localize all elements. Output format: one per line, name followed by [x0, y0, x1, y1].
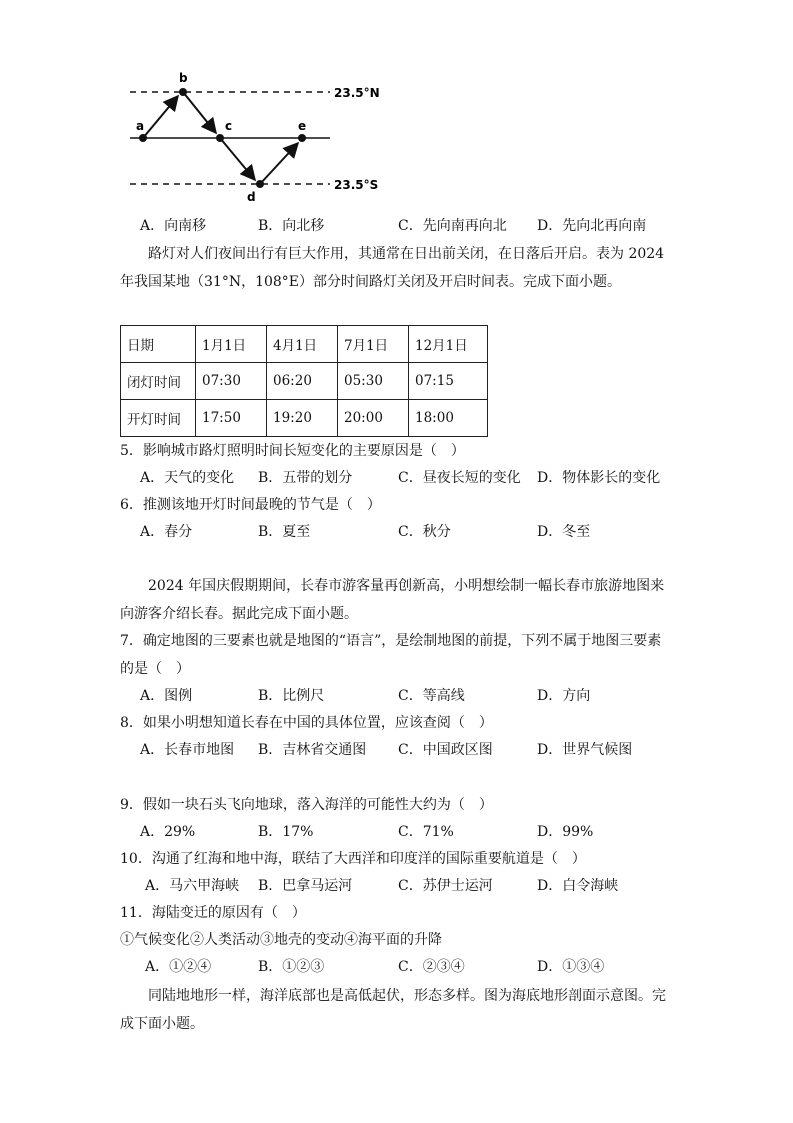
label-tropic-north: 23.5°N: [334, 86, 380, 100]
q10-option-b[interactable]: B．巴拿马运河: [258, 878, 353, 894]
point-b: [179, 88, 187, 96]
arrow-d-e: [260, 143, 298, 184]
q8-option-d[interactable]: D．世界气候图: [537, 742, 633, 758]
arrow-b-c: [183, 92, 216, 133]
q7-option-d[interactable]: D．方向: [537, 688, 591, 704]
table-header-row: [121, 326, 488, 363]
table-header-cell: 12月1日: [409, 326, 488, 363]
sun-path-diagram: [0, 60, 793, 270]
table-cell: 开灯时间: [121, 400, 196, 437]
label-e: e: [298, 119, 307, 133]
q10-option-c[interactable]: C．苏伊士运河: [398, 878, 493, 894]
q4-option-a[interactable]: A．向南移: [140, 218, 207, 234]
label-c: c: [225, 119, 233, 133]
q9-option-a[interactable]: A．29%: [140, 824, 196, 840]
q11-option-a[interactable]: A．①②④: [145, 959, 212, 975]
q7-option-b[interactable]: B．比例尺: [258, 688, 325, 704]
q5-option-b[interactable]: B．五带的划分: [258, 470, 353, 486]
q8-stem: 8．如果小明想知道长春在中国的具体位置，应该查阅（ ）: [120, 715, 493, 731]
q9-option-b[interactable]: B．17%: [258, 824, 314, 840]
q10-option-d[interactable]: D．白令海峡: [537, 878, 619, 894]
q6-option-a[interactable]: A．春分: [140, 524, 193, 540]
q6-option-d[interactable]: D．冬至: [537, 524, 591, 540]
q11-option-c[interactable]: C．②③④: [398, 959, 465, 975]
arrow-a-b: [143, 96, 178, 138]
q5-option-a[interactable]: A．天气的变化: [140, 470, 235, 486]
q6-stem: 6．推测该地开灯时间最晚的节气是（ ）: [120, 497, 381, 513]
table-cell: 07:15: [409, 363, 488, 400]
q8-option-b[interactable]: B．吉林省交通图: [258, 742, 367, 758]
q8-option-a[interactable]: A．长春市地图: [140, 742, 235, 758]
q7-option-a[interactable]: A．图例: [140, 688, 193, 704]
q11-stem: 11．海陆变迁的原因有（ ）: [120, 905, 306, 921]
q8-option-c[interactable]: C．中国政区图: [398, 742, 493, 758]
q4-option-c[interactable]: C．先向南再向北: [398, 218, 507, 234]
q6-option-c[interactable]: C．秋分: [398, 524, 451, 540]
q7-option-c[interactable]: C．等高线: [398, 688, 465, 704]
q5-stem: 5．影响城市路灯照明时间长短变化的主要原因是（ ）: [120, 443, 465, 459]
q9-option-c[interactable]: C．71%: [398, 824, 454, 840]
label-d: d: [247, 190, 256, 204]
label-tropic-south: 23.5°S: [334, 178, 379, 192]
street-light-schedule-table: [120, 325, 488, 437]
table-header-cell: 1月1日: [196, 326, 267, 363]
q10-stem: 10．沟通了红海和地中海，联结了大西洋和印度洋的国际重要航道是（ ）: [120, 851, 586, 867]
table-cell: 20:00: [338, 400, 409, 437]
q6-option-b[interactable]: B．夏至: [258, 524, 311, 540]
table-header-cell: 4月1日: [267, 326, 338, 363]
table-cell: 17:50: [196, 400, 267, 437]
q9-option-d[interactable]: D．99%: [537, 824, 594, 840]
point-d: [256, 180, 264, 188]
q5-option-d[interactable]: D．物体影长的变化: [537, 470, 661, 486]
label-b: b: [179, 71, 188, 85]
q9-stem: 9．假如一块石头飞向地球，落入海洋的可能性大约为（ ）: [120, 797, 493, 813]
label-a: a: [136, 119, 145, 133]
table-cell: 18:00: [409, 400, 488, 437]
point-a: [139, 134, 147, 142]
table-cell: 07:30: [196, 363, 267, 400]
q5-option-c[interactable]: C．昼夜长短的变化: [398, 470, 521, 486]
q11-items: ①气候变化②人类活动③地壳的变动④海平面的升降: [120, 932, 442, 948]
table-row: [121, 363, 488, 400]
q4-option-d[interactable]: D．先向北再向南: [537, 218, 647, 234]
passage-seafloor: 同陆地地形一样，海洋底部也是高低起伏，形态多样。图为海底地形剖面示意图。完成下面小题。: [120, 988, 666, 1032]
table-cell: 19:20: [267, 400, 338, 437]
passage-street-lights: 路灯对人们夜间出行有巨大作用，其通常在日出前关闭，在日落后开启。表为 2024 年我国某地（31°N，108°E）部分时间路灯关闭及开启时间表。完成下面小题。: [120, 246, 665, 290]
point-e: [298, 134, 306, 142]
arrow-c-d: [220, 138, 255, 180]
table-row: [121, 400, 488, 437]
q10-option-a[interactable]: A．马六甲海峡: [145, 878, 240, 894]
table-cell: 闭灯时间: [121, 363, 196, 400]
q11-option-d[interactable]: D．①③④: [537, 959, 605, 975]
table-header-cell: 日期: [121, 326, 196, 363]
q7-stem: 7．确定地图的三要素也就是地图的“语言”，是绘制地图的前提，下列不属于地图三要素的是（ ）: [120, 633, 662, 677]
table-cell: 06:20: [267, 363, 338, 400]
table-cell: 05:30: [338, 363, 409, 400]
q4-option-b[interactable]: B．向北移: [258, 218, 325, 234]
q11-option-b[interactable]: B．①②③: [258, 959, 325, 975]
passage-changchun-map: 2024 年国庆假期期间，长春市游客量再创新高，小明想绘制一幅长春市旅游地图来向游客介绍长春。据此完成下面小题。: [120, 578, 665, 622]
point-c: [216, 134, 224, 142]
table-header-cell: 7月1日: [338, 326, 409, 363]
